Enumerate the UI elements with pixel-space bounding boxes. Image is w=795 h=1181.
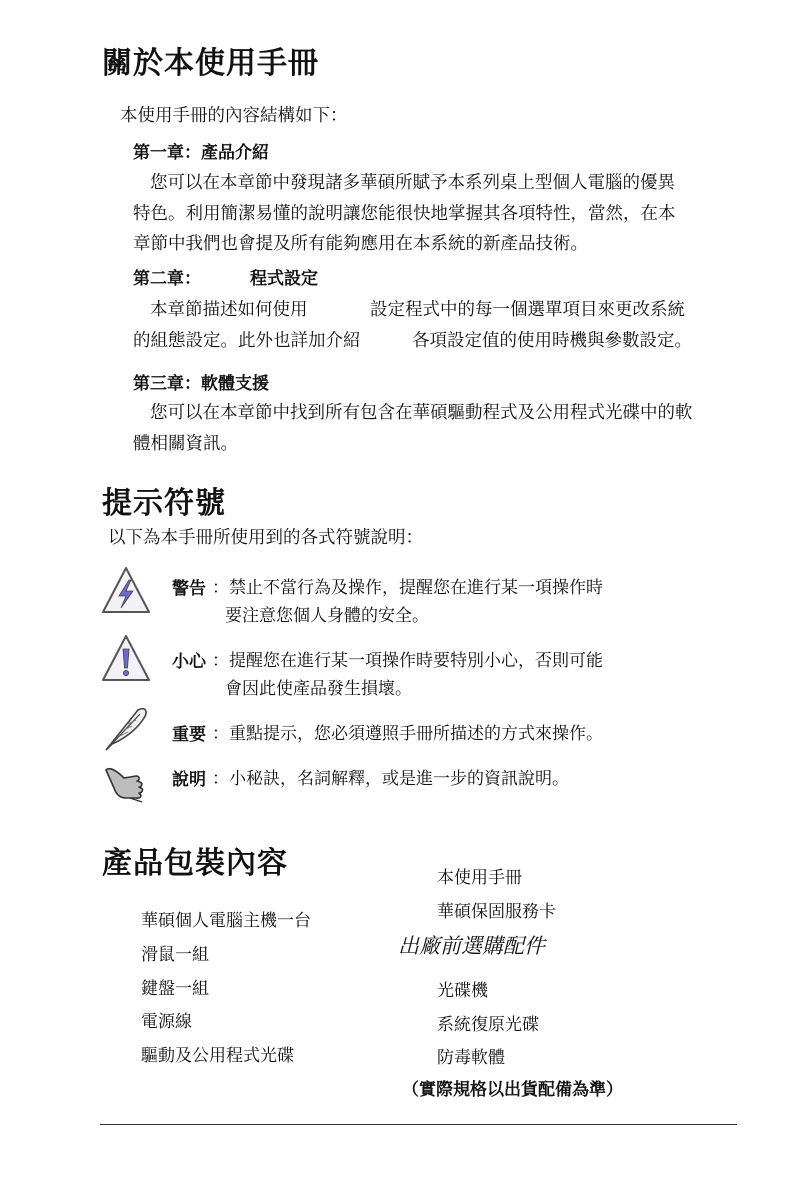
important-text-line-1: ：重點提示，您必須遵照手冊所描述的方式來操作。 [212,724,603,744]
package-item-keyboard: 鍵盤一組 [141,979,209,999]
package-item-pc: 華碩個人電腦主機一台 [141,911,311,931]
important-text [212,720,603,748]
warning-text [212,574,603,630]
chapter1-line-2: 特色。利用簡潔易懂的說明讓您能很快地掌握其各項特性，當然，在本 [133,203,676,224]
chapter3-description [133,398,703,459]
chapter2-title: 程式設定 [250,269,318,289]
chapter2-line-1b: 設定程式中的每一個選單項目來更改系統 [370,300,685,320]
note-text-line-1: ：小秘訣，名詞解釋，或是進一步的資訊說明。 [212,769,569,789]
optional-accessories-title: 出廠前選購配件 [398,934,545,958]
important-label: 重要 [172,725,206,745]
package-item-manual: 本使用手冊 [437,868,522,888]
chapter2-line-1a: 本章節描述如何使用 [150,300,308,320]
symbols-intro: 以下為本手冊所使用到的各式符號說明： [108,528,423,548]
package-item-warranty-card: 華碩保固服務卡 [437,902,556,922]
optional-item-recovery-disc: 系統復原光碟 [437,1015,539,1035]
pointing-hand-icon [100,756,152,808]
warning-label: 警告 [172,579,206,599]
chapter1-line-3: 章節中我們也會提及所有能夠應用在本系統的新產品技術。 [133,234,588,254]
chapter3-line-1: 您可以在本章節中找到所有包含在華碩驅動程式及公用程式光碟中的軟 [150,403,693,423]
package-item-power-cord: 電源線 [141,1012,192,1032]
package-item-driver-cd: 驅動及公用程式光碟 [141,1046,294,1066]
chapter1-line-1: 您可以在本章節中發現諸多華碩所賦予本系列桌上型個人電腦的優異 [150,173,675,193]
chapter3-line-2: 體相關資訊。 [133,433,238,454]
note-label: 說明 [172,770,206,790]
warning-text-line-1: ：禁止不當行為及操作，提醒您在進行某一項操作時 [212,578,603,598]
caution-exclamation-icon [100,633,152,685]
feather-quill-icon [100,702,152,754]
symbols-title: 提示符號 [102,486,226,521]
about-title: 關於本使用手冊 [102,46,319,81]
caution-text-line-2: 會因此使產品發生損壞。 [225,679,412,699]
chapter2-line-2b: 各項設定值的使用時機與參數設定。 [412,331,692,351]
chapter1-title: 第一章：產品介紹 [133,143,269,163]
caution-text [212,647,603,703]
chapter2-title-prefix: 第二章： [133,269,201,289]
chapter3-title: 第三章：軟體支援 [133,374,269,394]
package-footnote: （實際規格以出貨配備為準） [402,1080,623,1100]
warning-text-line-2: 要注意您個人身體的安全。 [225,606,429,626]
package-item-mouse: 滑鼠一組 [141,945,209,965]
chapter1-description [133,168,703,260]
warning-lightning-icon [100,565,152,617]
caution-text-line-1: ：提醒您在進行某一項操作時要特別小心，否則可能 [212,651,603,671]
about-intro: 本使用手冊的內容結構如下： [120,106,348,126]
optional-item-antivirus: 防毒軟體 [437,1048,505,1068]
footer-divider [100,1124,737,1125]
note-text [212,765,569,793]
optional-item-optical-drive: 光碟機 [437,981,488,1001]
caution-label: 小心 [172,652,206,672]
package-title: 產品包裝內容 [102,846,288,881]
chapter2-line-2a: 的組態設定。此外也詳加介紹 [133,331,361,351]
